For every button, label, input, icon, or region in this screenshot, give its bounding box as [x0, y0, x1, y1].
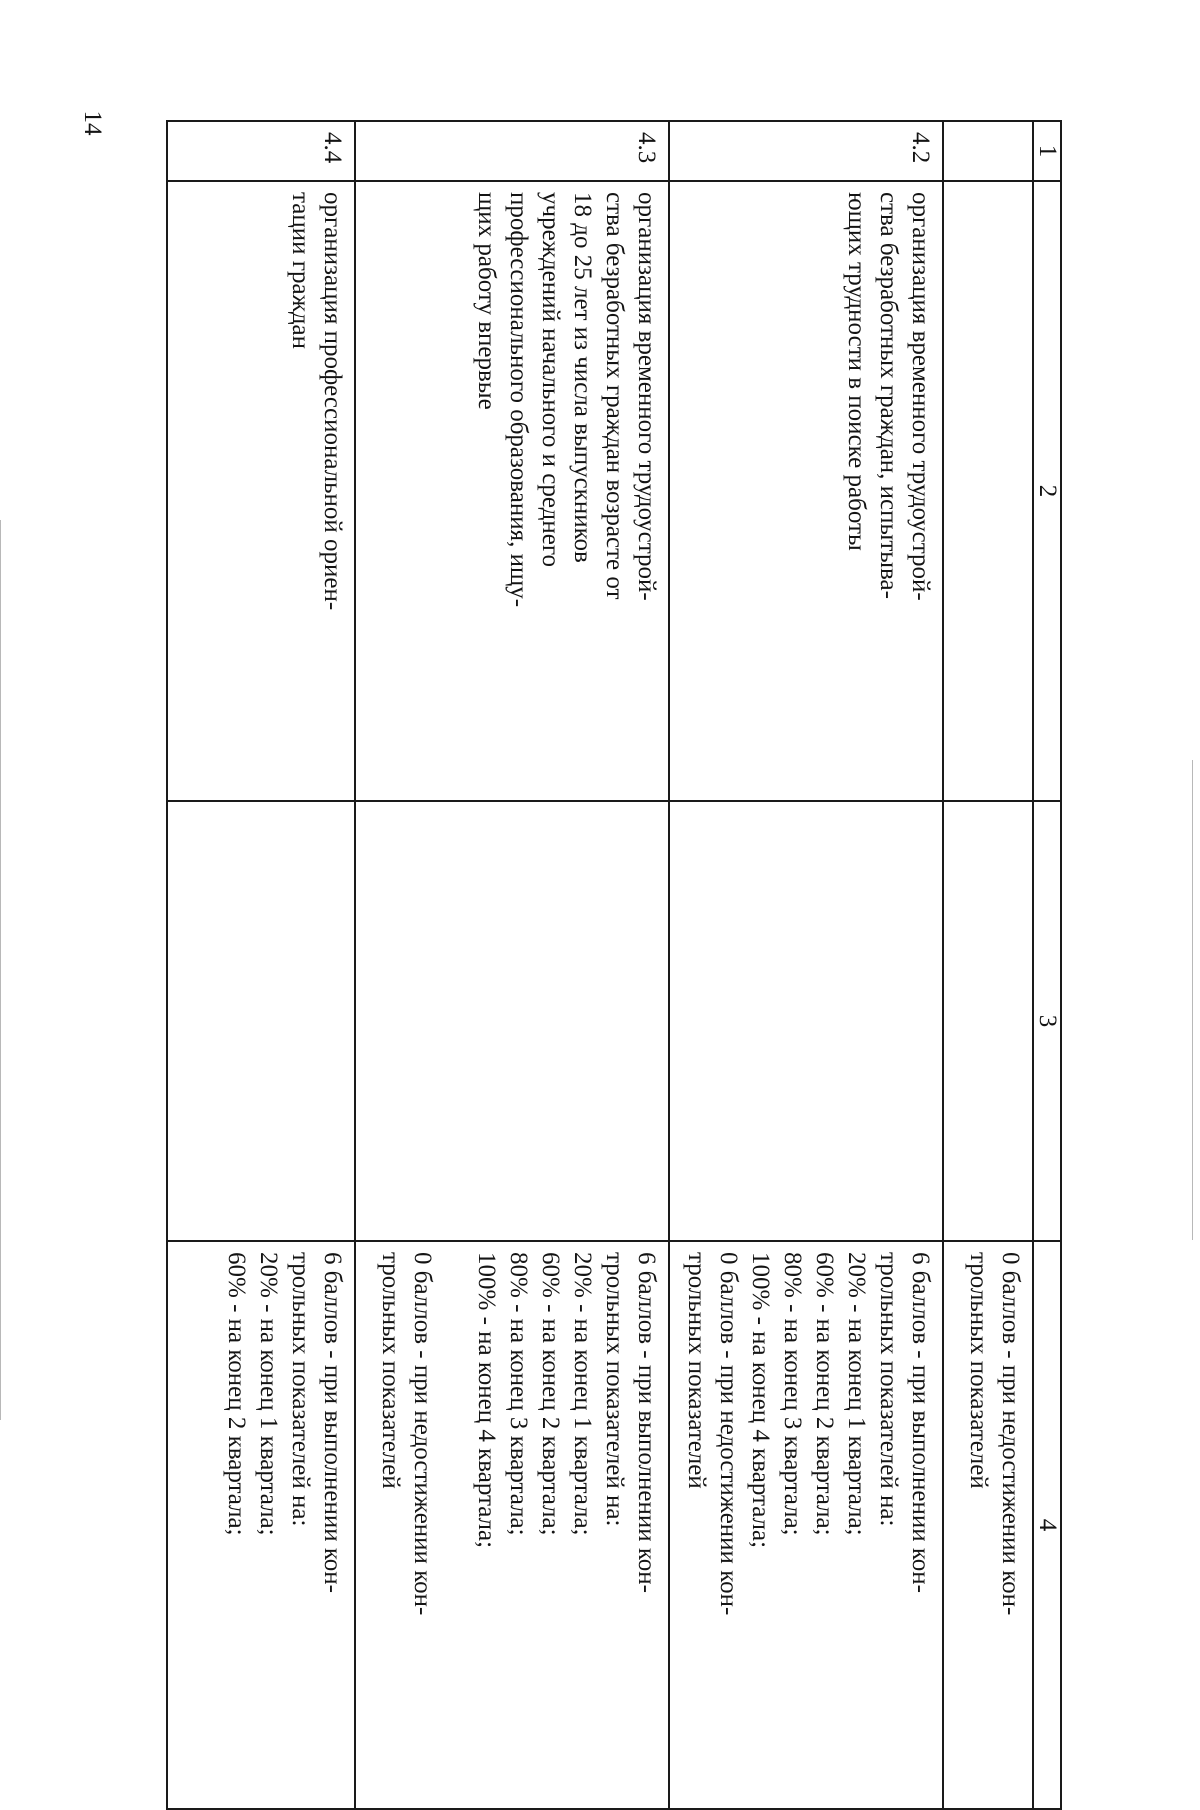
row-col3	[943, 801, 1033, 1241]
row-description	[943, 181, 1033, 801]
row-number	[943, 121, 1033, 181]
row-criteria: 6 баллов - при выполнении кон- трольных показателей на: 20% - на конец 1 квартала; 60% - на конец 2 квартала; 80% - на конец 3 квартала; 100% - на конец 4 квартала; 0 баллов - при недостижении кон- трольных показателей	[669, 1241, 943, 1809]
header-cell-4: 4	[1033, 1241, 1061, 1809]
rotated-table-container	[170, 120, 1062, 1808]
row-description: организация временного трудоустрой- ства безработных граждан, испытыва- ющих трудности в поиске работы	[669, 181, 943, 801]
row-col3	[669, 801, 943, 1241]
table-row	[167, 121, 355, 1809]
header-cell-3: 3	[1033, 801, 1061, 1241]
page-number: 14	[79, 110, 106, 136]
row-number: 4.2	[669, 121, 943, 181]
table-header-row	[1033, 121, 1061, 1809]
header-cell-2: 2	[1033, 181, 1061, 801]
row-number: 4.4	[167, 121, 355, 181]
row-description: организация профессиональной ориен- тации граждан	[167, 181, 355, 801]
row-description: организация временного трудоустрой- ства безработных граждан возрасте от 18 до 25 лет из числа выпускников учреждений начального и среднего профессионального образования, ищу- щих работу впервые	[355, 181, 669, 801]
table-row	[355, 121, 669, 1809]
scan-artifact-line	[0, 520, 1, 1420]
row-criteria: 0 баллов - при недостижении кон- трольных показателей	[943, 1241, 1033, 1809]
header-cell-1: 1	[1033, 121, 1061, 181]
row-criteria: 6 баллов - при выполнении кон- трольных показателей на: 20% - на конец 1 квартала; 60% - на конец 2 квартала;	[167, 1241, 355, 1809]
row-criteria: 6 баллов - при выполнении кон- трольных показателей на: 20% - на конец 1 квартала; 60% - на конец 2 квартала; 80% - на конец 3 квартала; 100% - на конец 4 квартала; 0 баллов - при недостижении кон- трольных показателей	[355, 1241, 669, 1809]
table-row	[669, 121, 943, 1809]
row-number: 4.3	[355, 121, 669, 181]
table-row	[943, 121, 1033, 1809]
scan-artifact-line	[1192, 760, 1193, 1240]
criteria-table	[166, 120, 1062, 1810]
row-col3	[355, 801, 669, 1241]
row-col3	[167, 801, 355, 1241]
